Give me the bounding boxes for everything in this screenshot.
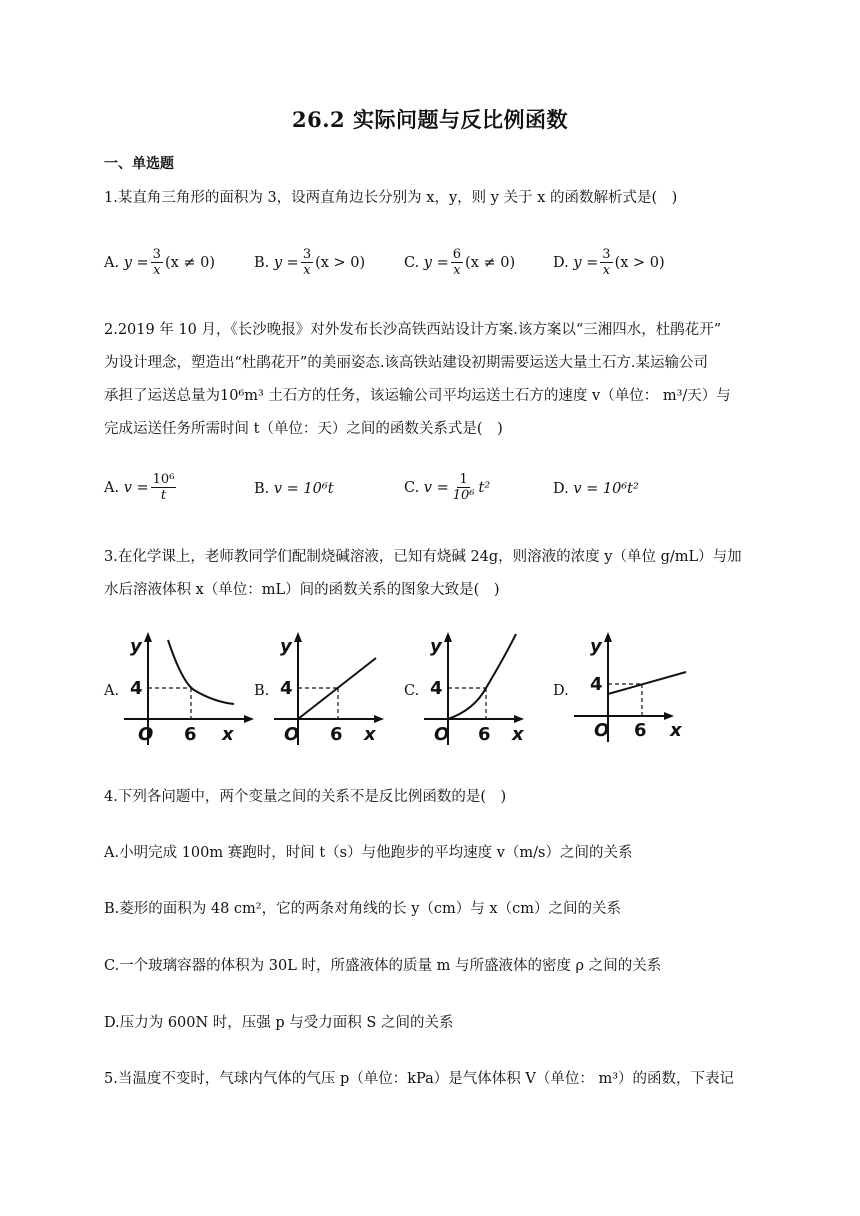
origin-label: O [434, 724, 450, 745]
origin-label: O [284, 724, 300, 745]
question-2-line-2: 为设计理念，塑造出“杜鹃花开”的美丽姿态.该高铁站建设初期需要运送大量土石方.某运输公司 [104, 355, 709, 371]
numerator: 3 [152, 247, 161, 262]
question-1-text: 1.某直角三角形的面积为 3，设两直角边长分别为 x，y，则 y 关于 x 的函数解析式是( ) [104, 190, 678, 206]
question-4-text: 4.下列各问题中，两个变量之间的关系不是反比例函数的是( ) [104, 789, 507, 805]
graph-c [424, 630, 554, 750]
q1-option-c[interactable] [404, 247, 515, 278]
numerator: 3 [302, 247, 312, 262]
q2-option-b[interactable] [254, 481, 334, 497]
y-axis-arrow [294, 632, 302, 642]
graph-label-b[interactable]: B. [254, 683, 270, 699]
q4-option-b[interactable]: B.菱形的面积为 48 cm²，它的两条对角线的长 y（cm）与 x（cm）之间的关系 [104, 901, 621, 917]
option-lhs: v = [423, 479, 449, 496]
y-tick-label: 4 [130, 678, 143, 699]
x-axis-label: x [670, 720, 682, 741]
option-label: B. [254, 481, 270, 497]
x-axis-label: x [222, 724, 234, 745]
option-lhs: v = [123, 479, 149, 496]
x-axis-label: x [512, 724, 524, 745]
denominator: x [153, 263, 161, 278]
option-label: D. [553, 481, 569, 497]
denominator: x [453, 263, 461, 278]
numerator: 1 [459, 472, 468, 487]
y-tick-label: 4 [430, 678, 443, 699]
graph-label-d[interactable]: D. [553, 683, 569, 699]
denominator: t [160, 488, 167, 503]
option-expression: v = 10⁶t² [573, 481, 639, 497]
linear-graph-intercept [608, 672, 686, 694]
fraction [451, 247, 463, 278]
x-axis-arrow [664, 712, 674, 720]
y-axis-label: y [130, 636, 142, 657]
q2-option-d[interactable] [553, 481, 639, 497]
denominator: x [602, 263, 611, 278]
y-axis-label: y [430, 636, 442, 657]
q1-option-a[interactable] [104, 247, 215, 278]
x-axis-label: x [364, 724, 376, 745]
option-condition: (x ≠ 0) [465, 254, 516, 271]
x-tick-label: 6 [184, 724, 197, 745]
denominator: x [303, 263, 311, 278]
graph-a [124, 630, 254, 750]
option-condition: (x > 0) [614, 254, 665, 271]
y-axis-arrow [144, 632, 152, 642]
option-label: C. [404, 254, 420, 271]
question-2-line-4: 完成运送任务所需时间 t（单位：天）之间的函数关系式是( ) [104, 421, 503, 437]
q2-option-c[interactable] [404, 472, 490, 503]
section-heading: 一、单选题 [104, 156, 174, 172]
option-lhs: y = [273, 254, 299, 271]
x-axis-arrow [374, 715, 384, 723]
y-axis-label: y [590, 636, 602, 657]
option-condition: (x > 0) [315, 254, 366, 271]
question-3-line-1: 3.在化学课上，老师教同学们配制烧碱溶液，已知有烧碱 24g，则溶液的浓度 y（单位 g/mL）与加 [104, 549, 742, 565]
y-axis-arrow [444, 632, 452, 642]
graph-d [574, 630, 704, 750]
q1-option-b[interactable] [254, 247, 365, 278]
q4-option-c[interactable]: C.一个玻璃容器的体积为 30L 时，所盛液体的质量 m 与所盛液体的密度 ρ 之间的关系 [104, 958, 662, 974]
denominator: 10⁶ [452, 488, 475, 503]
fraction [151, 247, 163, 278]
question-5-text: 5.当温度不变时，气球内气体的气压 p（单位：kPa）是气体体积 V（单位： m³）的函数，下表记 [104, 1071, 735, 1087]
y-tick-label: 4 [280, 678, 293, 699]
y-axis-label: y [280, 636, 292, 657]
x-tick-label: 6 [330, 724, 343, 745]
option-tail: t² [478, 479, 491, 496]
q2-option-a[interactable] [104, 472, 178, 503]
graph-b [274, 630, 404, 750]
q1-option-d[interactable] [553, 247, 665, 278]
numerator: 6 [452, 247, 462, 262]
x-tick-label: 6 [478, 724, 491, 745]
numerator: 3 [602, 247, 611, 262]
option-condition: (x ≠ 0) [164, 254, 216, 271]
option-expression: v = 10⁶t [273, 481, 334, 497]
graph-label-a[interactable]: A. [104, 683, 120, 699]
q4-option-a[interactable]: A.小明完成 100m 赛跑时，时间 t（s）与他跑步的平均速度 v（m/s）之间的关系 [104, 845, 633, 861]
fraction [301, 247, 313, 278]
fraction [451, 472, 477, 503]
question-2-line-3: 承担了运送总量为10⁶m³ 土石方的任务，该运输公司平均运送土石方的速度 v（单位： m³/天）与 [104, 388, 731, 404]
origin-label: O [138, 724, 154, 745]
increasing-curve [448, 634, 516, 719]
page-title: 26.2 实际问题与反比例函数 [292, 107, 568, 132]
option-lhs: y = [573, 254, 599, 271]
y-tick-label: 4 [590, 674, 603, 695]
x-tick-label: 6 [634, 720, 647, 741]
question-3-line-2: 水后溶液体积 x（单位：mL）间的函数关系的图象大致是( ) [104, 582, 500, 598]
fraction [600, 247, 612, 278]
origin-label: O [594, 720, 610, 741]
option-label: B. [254, 254, 270, 271]
option-label: C. [404, 479, 420, 496]
y-axis-arrow [604, 632, 612, 642]
x-axis-arrow [514, 715, 524, 723]
x-axis-arrow [244, 715, 254, 723]
q4-option-d[interactable]: D.压力为 600N 时，压强 p 与受力面积 S 之间的关系 [104, 1015, 454, 1031]
hyperbola-curve [168, 640, 234, 704]
option-label: A. [104, 254, 120, 271]
graph-label-c[interactable]: C. [404, 683, 420, 699]
option-lhs: y = [423, 254, 449, 271]
option-lhs: y = [123, 254, 149, 271]
fraction [151, 472, 177, 503]
option-label: A. [104, 479, 120, 496]
question-2-line-1: 2.2019 年 10 月，《长沙晚报》对外发布长沙高铁西站设计方案.该方案以“三湘四水，杜鹃花开” [104, 322, 722, 338]
numerator: 10⁶ [152, 472, 175, 487]
option-label: D. [553, 254, 569, 271]
